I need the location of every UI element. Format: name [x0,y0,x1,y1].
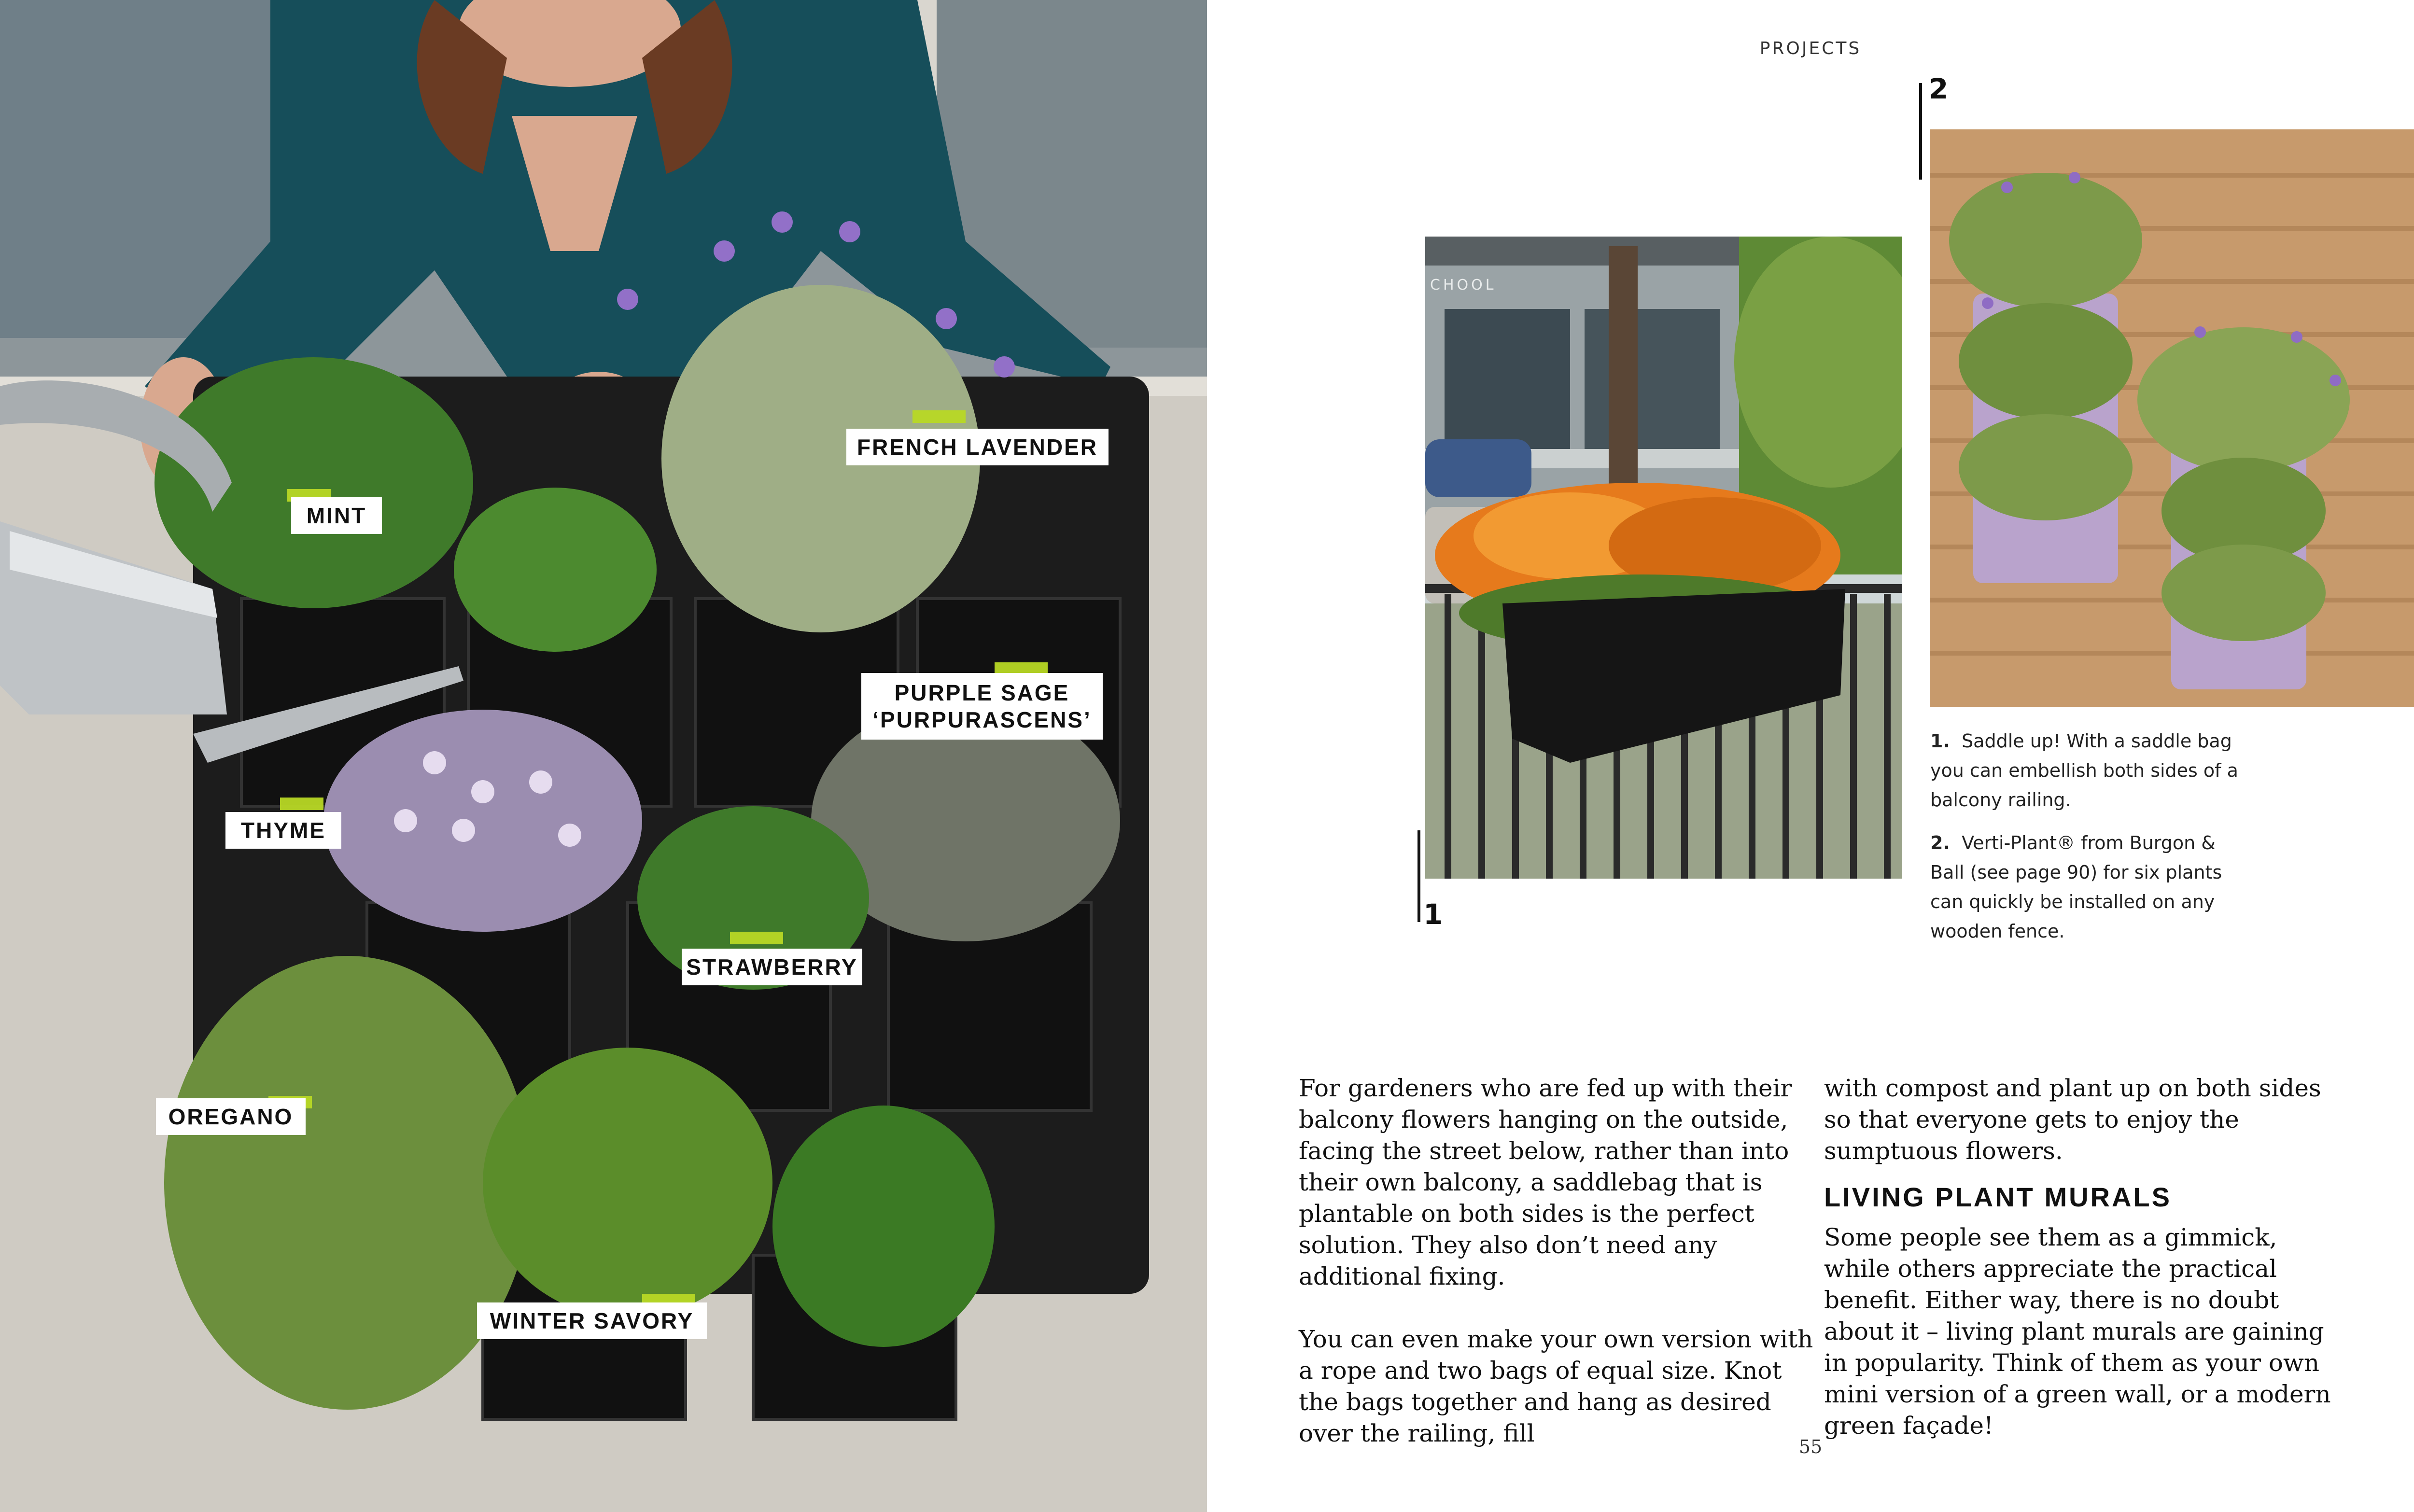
label-purple-sage [861,673,1103,740]
figure-2-number: 2 [1929,72,1949,105]
figure-1-photo [1425,237,1902,879]
figure-1-number: 1 [1423,898,1443,931]
label-winter-savory: WINTER SAVORY [477,1302,707,1339]
label-mint: MINT [291,497,382,534]
figure-2-photo [1930,129,2414,707]
caption-1-number: 1. [1930,730,1950,752]
label-oregano: OREGANO [156,1098,306,1135]
body-paragraph-4: Some people see them as a gimmick, while others appreciate the practical benefit. Either way, there is no doubt about it – living plant murals are gaining in popularity. Think of them as your own mini version of a green wall, or a modern green façade! [1824,1223,2331,1440]
label-strawberry: STRAWBERRY [682,949,862,985]
body-paragraph-3: with compost and plant up on both sides so that everyone gets to enjoy the sumptuous flowers. [1824,1074,2321,1165]
body-column-1 [1299,1073,1820,1449]
body-paragraph-2: You can even make your own version with a rope and two bags of equal size. Knot the bags together and hang as desired over the railing, fill [1299,1325,1813,1447]
caption-2-number: 2. [1930,832,1950,854]
balcony-railing-illustration [1425,237,1902,879]
caption-1-text: Saddle up! With a saddle bag you can embellish both sides of a balcony railing. [1930,730,2238,811]
building-sign-text: CHOOL [1430,277,1497,294]
wooden-fence-illustration [1930,129,2414,707]
figure-1-rule [1418,830,1420,922]
caption-2-text: Verti-Plant® from Burgon & Ball (see page 90) for six plants can quickly be installed on any wooden fence. [1930,832,2222,942]
label-purple-sage-line2: ‘PURPURASCENS’ [872,707,1092,732]
caption-2 [1930,828,2239,946]
caption-1 [1930,727,2239,815]
figure-2-rule [1919,83,1922,180]
page-number: 55 [1798,1436,1823,1457]
section-header: PROJECTS [1759,39,1862,58]
label-thyme: THYME [225,812,341,849]
body-paragraph-1: For gardeners who are fed up with their balcony flowers hanging on the outside, facing the street below, rather than into their own balcony, a saddlebag that is plantable on both sides is the perfect solution. They also don’t need any additional fixing. [1299,1074,1792,1290]
body-column-2 [1824,1073,2345,1442]
section-heading: LIVING PLANT MURALS [1824,1182,2172,1212]
label-french-lavender: FRENCH LAVENDER [846,429,1109,465]
label-purple-sage-line1: PURPLE SAGE [894,680,1070,705]
